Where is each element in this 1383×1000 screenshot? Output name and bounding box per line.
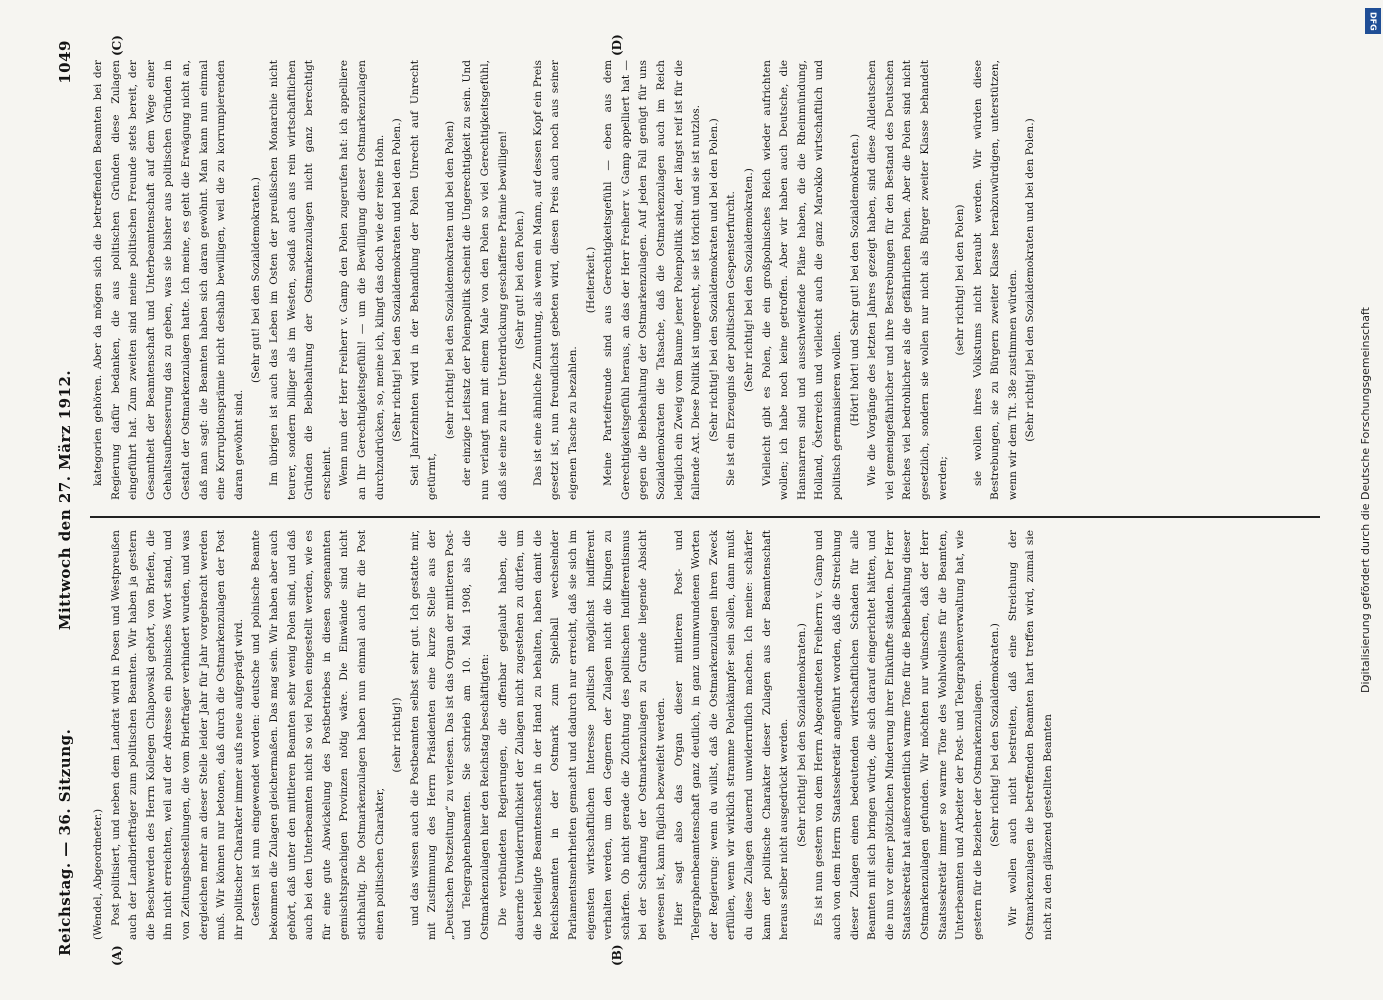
interjection: (Hört! hört! und Sehr gut! bei den Sozialdemokraten.): [848, 133, 861, 427]
text-body: [90, 30, 1330, 970]
header-session: Reichstag. — 36. Sitzung.: [56, 728, 74, 956]
paragraph: Post politisiert, und neben dem Landrat wird in Posen und Westpreußen auch der Landbriefträger zum politischen Beamten. Wir haben ja gestern die Beschwerden des Herrn Kollegen Chlapowski gehört, von Briefen, die ihn nicht erreichten, weil auf der Adresse ein polnisches Wort stand, und von Zeitungsbestellungen, die vom Briefträger verhindert wurden, und was dergleichen mehr an dieser Stelle leider Jahr für Jahr vorgebracht werden muß. Wir können nur betonen, daß durch die Ostmarkenzulagen der Post ihr politischer Charakter immer aufs neue aufgeprägt wird.: [109, 530, 245, 940]
paragraph: kategorien gehören. Aber da mögen sich die betreffenden Beamten bei der Regierung dafür bedanken, die aus politischen Gründen diese Zulagen eingeführt hat. Zum zweiten sind meine politischen Freunde stets bereit, der Gesamtheit der Beamtenschaft und Unterbeamtenschaft auf dem Wege einer Gehaltsaufbesserung das zu geben, was sie bisher aus politischen Gründen in Gestalt der Ostmarkenzulagen hatte. Ich meine, es geht die Erwägung nicht an, daß man sagt: die Beamten haben sich daran gewöhnt. Man kann nun einmal eine Korruptionsprämie nicht deshalb bewilligen, weil die zu korrumpierenden daran gewöhnt sind.: [92, 60, 245, 500]
column-divider: [90, 516, 1320, 518]
paragraph: Die verbündeten Regierungen, die offenbar geglaubt haben, die dauernde Unwiderruflichkeit der Zulagen nicht zugestehen zu dürfen, um die beteiligte Beamtenschaft in der Hand zu behalten, haben damit die Reichsbeamten in der Ostmark zum Spielball wechselnder Parlamentsmehrheiten gemacht und dadurch nur erreicht, daß sie sich im eigensten wirtschaftlichen Interesse politisch möglichst indifferent verhalten werden, um den Gegnern der Zulagen nicht die Klingen zu schärfen. Ob nicht gerade die Züchtung des politischen Indifferentismus bei der Schaffung der Ostmarkenzulagen zu Grunde liegende Absicht gewesen ist, kann füglich bezweifelt werden.: [496, 530, 667, 940]
right-column: [90, 60, 1320, 500]
interjection: (Sehr gut! bei den Polen.): [514, 210, 527, 350]
paragraph: Das ist eine ähnliche Zumutung, als wenn ein Mann, auf dessen Kopf ein Preis gesetzt ist, nun freundlichst gebeten wird, diesen Preis auch noch aus seiner eigenen Tasche zu bezahlen.: [531, 60, 580, 500]
header-date: Mittwoch den 27. März 1912.: [56, 369, 74, 631]
paragraph: sie wollen ihres Volkstums nicht beraubt werden. Wir würden diese Bestrebungen, sie zu Bürgern zweiter Klasse herabzuwürdigen, unterstützen, wenn wir dem Tit. 38e zustimmen würden.: [971, 60, 1019, 500]
interjection: (Sehr richtig! bei den Sozialdemokraten.): [742, 168, 755, 392]
paragraph: Wie die Vorgänge des letzten Jahres gezeigt haben, sind diese Alldeutschen viel gemeingefährlicher und ihre Bestrebungen für den Bestand des Deutschen Reiches viel bedrohlicher als die gefährlichen Polen. Aber die Polen sind nicht gesetzlich, sondern sie wollen nur nicht als Bürger zweiter Klasse behandelt werden;: [866, 60, 949, 500]
margin-marker-c: (C): [110, 35, 124, 56]
margin-marker-b: (B): [610, 944, 624, 966]
interjection: (Sehr gut! bei den Sozialdemokraten.): [250, 177, 263, 383]
interjection: (Heiterkeit.): [584, 246, 597, 314]
paragraph: der einzige Leitsatz der Polenpolitik scheint die Ungerechtigkeit zu sein. Und nun verlangt man mit einem Male von den Polen so viel Gerechtigkeitsgefühl, daß sie eine zu ihrer Unterdrückung geschaffene Prämie bewilligen!: [461, 60, 509, 500]
dfg-logo: [1365, 8, 1381, 34]
paragraph: Im übrigen ist auch das Leben im Osten der preußischen Monarchie nicht teurer, sondern billiger als im Westen, sodaß auch aus rein wirtschaftlichen Gründen die Beibehaltung der Ostmarkenzulagen nicht ganz berechtigt erscheint.: [267, 60, 333, 500]
interjection: (Sehr richtig! bei den Sozialdemokraten und bei den Polen.): [1024, 118, 1037, 442]
paragraph: und das wissen auch die Postbeamten selbst sehr gut. Ich gestatte mir, mit Zustimmung des Herrn Präsidenten eine kurze Stelle aus der „Deutschen Postzeitung“ zu verlesen. Das ist das Organ der mittleren Post- und Telegraphenbeamten. Sie schrieb am 10. Mai 1908, als die Ostmarkenzulagen hier den Reichstag beschäftigten:: [408, 530, 492, 940]
margin-marker-a: (A): [110, 945, 124, 966]
page-number: 1049: [56, 40, 74, 84]
interjection: (Sehr richtig! bei den Sozialdemokraten und bei den Polen.): [391, 118, 404, 442]
interjection: (Sehr richtig! bei den Sozialdemokraten.): [795, 623, 808, 847]
interjection: (sehr richtig! bei den Polen): [954, 204, 967, 356]
paragraph: Es ist nun gestern von dem Herrn Abgeordneten Freiherrn v. Gamp und auch von dem Herrn Staatssekretär angeführt worden, daß die Streichung dieser Zulagen einen bedeutenden wirtschaftlichen Schaden für alle Beamten mit sich bringen würde, die sich darauf eingerichtet hätten, und die nun vor einer plötzlichen Minderung ihrer Einkünfte ständen. Der Herr Staatssekretär hat außerordentlich warme Töne für die Beibehaltung dieser Ostmarkenzulagen gefunden. Wir möchten nur wünschen, daß der Herr Staatssekretär immer so warme Töne des Wohlwollens für die Beamten, Unterbeamten und Arbeiter der Post- und Telegraphenverwaltung hat, wie gestern für die Bezieher der Ostmarkenzulagen.: [813, 530, 984, 940]
paragraph: Meine Parteifreunde sind aus Gerechtigkeitsgefühl — eben aus dem Gerechtigkeitsgefühl heraus, an das der Herr Freiherr v. Gamp appelliert hat — gegen die Beibehaltung der Ostmarkenzulagen. Auf jeden Fall genügt für uns Sozialdemokraten die Tatsache, daß die Ostmarkenzulagen auch im Reich lediglich ein Zweig vom Baume jener Polenpolitik sind, der längst reif ist für die fallende Axt. Diese Politik ist ungerecht, sie ist töricht und sie ist nutzlos.: [602, 60, 703, 500]
interjection: (sehr richtig!): [391, 697, 404, 773]
interjection: (Sehr richtig! bei den Sozialdemokraten.): [989, 623, 1002, 847]
speaker-label: (Wendel, Abgeordneter.): [92, 808, 104, 940]
paragraph: Gestern ist nun eingewendet worden: deutsche und polnische Beamte bekommen die Zulagen gleichermaßen. Das mag sein. Wir haben aber auch gehört, daß unter den mittleren Beamten sehr wenig Polen sind, und daß auch bei den Unterbeamten nicht so viel Polen eingestellt werden, wie es für eine gute Abwickelung des Postbetriebes in diesen sogenannten gemischtsprachigen Provinzen nötig wäre. Die Einwände sind nicht stichhaltig. Die Ostmarkenzulagen haben nun einmal auch für die Post einen politischen Charakter,: [250, 530, 386, 940]
dfg-logo-text: DFG: [1368, 11, 1378, 31]
digitization-note-text: Digitalisierung gefördert durch die Deutsche Forschungsgemeinschaft: [1359, 307, 1372, 693]
rotated-print-area: [50, 30, 1340, 970]
paragraph: Wir wollen auch nicht bestreiten, daß eine Streichung der Ostmarkenzulagen die betreffenden Beamten hart treffen wird, zumal sie nicht zu den glänzend gestellten Beamten: [1006, 530, 1055, 940]
paragraph: Wenn nun der Herr Freiherr v. Gamp den Polen zugerufen hat: ich appelliere an Ihr Gerechtigkeitsgefühl! — um die Bewilligung dieser Ostmarkenzulagen durchzudrücken, so, meine ich, klingt das doch wie der reine Hohn.: [338, 60, 386, 500]
margin-marker-d: (D): [610, 34, 624, 56]
interjection: (sehr richtig! bei den Sozialdemokraten und bei den Polen): [443, 120, 456, 440]
paragraph: Hier sagt also das Organ dieser mittleren Post- und Telegraphenbeamtenschaft ganz deutlich, in ganz unumwundenen Worten der Regierung: wenn du willst, daß die Ostmarkenzulagen ihren Zweck erfüllen, wenn wir wirklich stramme Polenkämpfer sein sollen, dann mußt du diese Zulagen dauernd unwiderruflich machen. Ich meine: schärfer kann der politische Charakter dieser Zulagen aus der Beamtenschaft heraus selber nicht ausgedrückt werden.: [672, 530, 791, 940]
paragraph: Sie ist ein Erzeugnis der politischen Gespensterfurcht.: [725, 191, 738, 486]
left-column: [90, 530, 1320, 940]
running-header: [50, 30, 84, 970]
paragraph: Seit Jahrzehnten wird in der Behandlung der Polen Unrecht auf Unrecht getürmt,: [408, 60, 439, 500]
interjection: (Sehr richtig! bei den Sozialdemokraten und bei den Polen.): [707, 118, 720, 442]
paragraph: Vielleicht gibt es Polen, die ein großpolnisches Reich wieder aufrichten wollen; ich habe noch keine getroffen. Aber wir haben auch Deutsche, die Hansnarren sind und ausschweifende Pläne haben, die die Rheinmündung, Holland, Österreich und vielleicht auch die ganz Marokko wirtschaftlich und politisch germanisieren wollen.: [760, 60, 843, 500]
digitization-note: [1359, 20, 1379, 980]
